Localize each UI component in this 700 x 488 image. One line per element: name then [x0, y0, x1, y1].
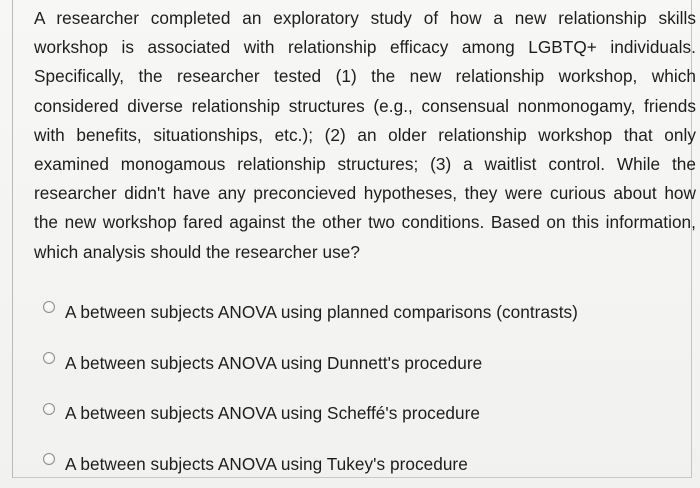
option-label: A between subjects ANOVA using Tukey's procedure [65, 453, 468, 474]
answer-option-tukey[interactable] [43, 439, 683, 488]
question-card [12, 0, 696, 478]
option-label: A between subjects ANOVA using planned comparisons (contrasts) [65, 301, 578, 322]
radio-button[interactable] [43, 453, 55, 465]
option-label: A between subjects ANOVA using Dunnett's procedure [65, 352, 483, 373]
question-text: A researcher completed an exploratory study of how a new relationship skills workshop is associated with relationship efficacy among LGBTQ+ individuals. Specifically, the researcher tested (1) the new relationship workshop, which considered diverse relationship structures (e.g., consensual nonmonogamy, friends with benefits, situationships, etc.); (2) an older relationship workshop that only examined monogamous relationship structures; (3) a waitlist control. While the researcher didn't have any preconcieved hypotheses, they were curious about how the new workshop fared against the other two conditions. Based on this information, which analysis should the researcher use? [34, 8, 696, 262]
radio-button[interactable] [43, 352, 55, 364]
option-label: A between subjects ANOVA using Scheffé's procedure [65, 403, 481, 424]
answer-option-scheffe[interactable] [43, 388, 683, 439]
answer-option-planned-comparisons[interactable] [43, 287, 683, 338]
answer-options [43, 287, 683, 488]
radio-button[interactable] [43, 403, 55, 415]
answer-option-dunnett[interactable] [43, 338, 683, 389]
radio-button[interactable] [43, 301, 55, 313]
